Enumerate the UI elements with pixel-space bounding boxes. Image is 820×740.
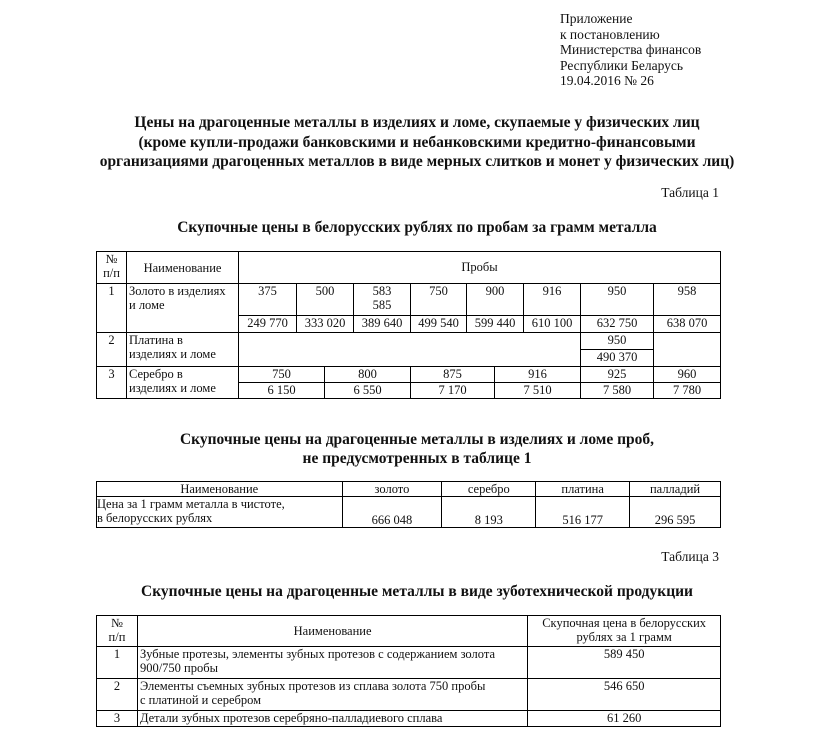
appendix-line: Приложение <box>560 11 633 26</box>
gold-assay: 900 <box>467 284 524 316</box>
table3-row-num: 2 <box>97 679 138 711</box>
table3 <box>96 615 721 727</box>
title-line: (кроме купли-продажи банковскими и небанковскими кредитно-финансовыми <box>138 133 696 151</box>
gold-price: 638 070 <box>654 316 721 333</box>
table2-header-row <box>97 482 721 497</box>
gold-assay: 916 <box>524 284 581 316</box>
gold-price: 610 100 <box>524 316 581 333</box>
gold-assay-583: 583 <box>372 284 392 298</box>
table1-title: Скупочные цены в белорусских рублях по пробам за грамм металла <box>177 219 657 236</box>
table3-header-row <box>97 616 721 647</box>
silver-price: 7 170 <box>411 383 495 399</box>
title-line: Цены на драгоценные металлы в изделиях и ломе, скупаемые у физических лиц <box>134 114 700 131</box>
table-row <box>97 711 721 727</box>
table2-title-line2: не предусмотренных в таблице 1 <box>302 450 532 467</box>
silver-price: 7 510 <box>495 383 581 399</box>
table3-row-name <box>137 647 527 679</box>
gold-name-line2: и ломе <box>129 298 165 312</box>
gold-price: 249 770 <box>239 316 297 333</box>
document-title <box>92 113 742 172</box>
header-name: Наименование <box>127 252 239 284</box>
gold-assay: 750 <box>411 284 467 316</box>
table3-label: Таблица 3 <box>661 549 719 564</box>
silver-assay: 916 <box>495 367 581 383</box>
table3-row-name-line2: с платиной и серебром <box>139 693 262 707</box>
silver-price: 7 780 <box>654 383 721 399</box>
header-num-line2: п/п <box>103 266 120 280</box>
table3-row-name: Детали зубных протезов серебряно-палладиевого сплава <box>137 711 527 727</box>
silver-assay: 800 <box>325 367 411 383</box>
silver-assay: 875 <box>411 367 495 383</box>
gold-assay-585: 585 <box>372 298 392 312</box>
silver-num: 3 <box>97 367 127 399</box>
appendix-date: 19.04.2016 № 26 <box>560 73 654 89</box>
table2-header-gold: золото <box>342 482 442 497</box>
platinum-assay: 950 <box>581 333 654 350</box>
table1-label: Таблица 1 <box>661 185 719 200</box>
table-row-silver-assays <box>97 367 721 383</box>
gold-price: 389 640 <box>354 316 411 333</box>
gold-price: 333 020 <box>297 316 354 333</box>
appendix-line: Республики Беларусь <box>560 57 684 73</box>
table2 <box>96 481 721 528</box>
table2-gold-value: 666 048 <box>342 497 442 528</box>
platinum-price: 490 370 <box>581 350 654 367</box>
table3-header-price <box>528 616 721 647</box>
table3-header-price-line2: рублях за 1 грамм <box>576 630 672 644</box>
silver-price: 6 150 <box>239 383 325 399</box>
table2-title-line1: Скупочные цены на драгоценные металлы в изделиях и ломе проб, <box>179 431 655 448</box>
gold-assay: 500 <box>297 284 354 316</box>
table3-row-name-line1: Элементы съемных зубных протезов из сплава золота 750 пробы <box>139 679 486 693</box>
gold-assay: 958 <box>654 284 721 316</box>
table2-header-palladium: палладий <box>630 482 721 497</box>
platinum-empty-cell <box>239 333 581 367</box>
silver-name-line1: Серебро в <box>129 367 183 381</box>
appendix-line: Министерства финансов <box>560 42 702 58</box>
table3-header-num <box>97 616 138 647</box>
gold-price: 599 440 <box>467 316 524 333</box>
table1 <box>96 251 721 399</box>
table3-row-price: 61 260 <box>528 711 721 727</box>
table2-platinum-value: 516 177 <box>536 497 630 528</box>
table3-header-num-line2: п/п <box>108 630 126 644</box>
table3-header-price-line1: Скупочная цена в белорусских <box>542 616 707 630</box>
table2-header-platinum: платина <box>536 482 630 497</box>
table2-title <box>92 430 742 468</box>
gold-name <box>127 284 239 333</box>
table3-row-name <box>137 679 527 711</box>
platinum-num: 2 <box>97 333 127 367</box>
silver-assay: 925 <box>581 367 654 383</box>
platinum-name <box>127 333 239 367</box>
table-row <box>97 647 721 679</box>
platinum-name-line2: изделиях и ломе <box>129 347 216 361</box>
table2-row-name-line2: в белорусских рублях <box>97 511 213 525</box>
platinum-empty-cell <box>654 333 721 367</box>
appendix-block <box>560 11 701 89</box>
silver-name-line2: изделиях и ломе <box>129 381 216 395</box>
table-row <box>97 497 721 528</box>
table3-title: Скупочные цены на драгоценные металлы в виде зуботехнической продукции <box>141 583 693 600</box>
silver-assay: 750 <box>239 367 325 383</box>
gold-assay <box>354 284 411 316</box>
table3-row-name-line1: Зубные протезы, элементы зубных протезов с содержанием золота <box>139 647 496 661</box>
title-line: организациями драгоценных металлов в виде мерных слитков и монет у физических лиц) <box>99 153 735 170</box>
table3-row-price: 546 650 <box>528 679 721 711</box>
silver-price: 6 550 <box>325 383 411 399</box>
table2-palladium-value: 296 595 <box>630 497 721 528</box>
header-num <box>97 252 127 284</box>
table1-header-row <box>97 252 721 284</box>
gold-assay: 375 <box>239 284 297 316</box>
gold-num: 1 <box>97 284 127 333</box>
table2-header-silver: серебро <box>442 482 536 497</box>
table2-row-name <box>97 497 343 528</box>
table3-row-num: 1 <box>97 647 138 679</box>
appendix-line: к постановлению <box>560 26 660 42</box>
table-row-gold-assays <box>97 284 721 316</box>
gold-price: 499 540 <box>411 316 467 333</box>
table3-row-num: 3 <box>97 711 138 727</box>
gold-assay: 950 <box>581 284 654 316</box>
header-assays: Пробы <box>239 252 721 284</box>
table-row-platinum-assay <box>97 333 721 350</box>
silver-price: 7 580 <box>581 383 654 399</box>
table3-row-name-line2: 900/750 пробы <box>139 661 218 675</box>
table2-silver-value: 8 193 <box>442 497 536 528</box>
table2-row-name-line1: Цена за 1 грамм металла в чистоте, <box>97 497 285 511</box>
table2-header-name: Наименование <box>97 482 343 497</box>
table3-row-price: 589 450 <box>528 647 721 679</box>
header-num-line1: № <box>105 252 118 266</box>
gold-name-line1: Золото в изделиях <box>129 284 226 298</box>
table-row <box>97 679 721 711</box>
platinum-name-line1: Платина в <box>129 333 183 347</box>
gold-price: 632 750 <box>581 316 654 333</box>
silver-assay: 960 <box>654 367 721 383</box>
silver-name <box>127 367 239 399</box>
table3-header-name: Наименование <box>137 616 527 647</box>
table3-header-num-line1: № <box>111 616 123 630</box>
